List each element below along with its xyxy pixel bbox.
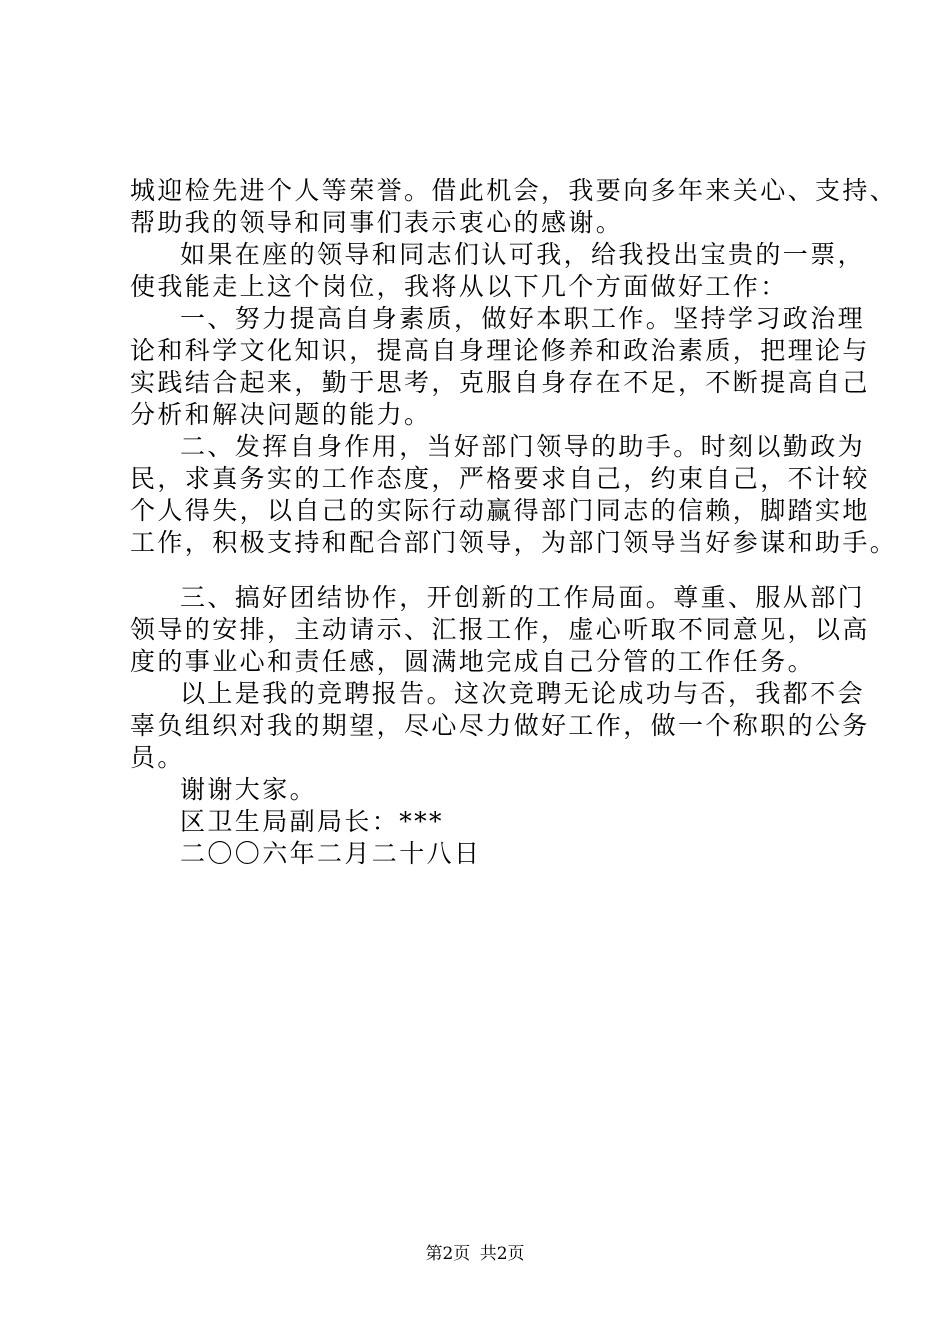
body-text-line: 员。	[130, 743, 185, 772]
body-text-line: 论和科学文化知识，提高自身理论修养和政治素质，把理论与	[130, 336, 870, 365]
body-text-line: 帮助我的领导和同事们表示衷心的感谢。	[130, 208, 624, 237]
body-text-line: 实践结合起来，勤于思考，克服自身存在不足，不断提高自己	[130, 368, 870, 397]
page-number-current: 第2页	[425, 1244, 471, 1264]
body-text-line: 如果在座的领导和同志们认可我，给我投出宝贵的一票，	[180, 240, 866, 269]
signature-date: 二〇〇六年二月二十八日	[180, 839, 482, 868]
body-text-line: 一、努力提高自身素质，做好本职工作。坚持学习政治理	[180, 304, 866, 333]
body-text-line: 城迎检先进个人等荣誉。借此机会，我要向多年来关心、支持、	[130, 176, 898, 205]
body-text-line: 民，求真务实的工作态度，严格要求自己，约束自己，不计较	[130, 464, 870, 493]
page-footer	[0, 1243, 950, 1265]
body-text-line: 工作，积极支持和配合部门领导，为部门领导当好参谋和助手。	[130, 528, 898, 557]
closing-thanks: 谢谢大家。	[180, 775, 318, 804]
body-text-line: 三、搞好团结协作，开创新的工作局面。尊重、服从部门	[180, 583, 866, 612]
body-text-line: 度的事业心和责任感，圆满地完成自己分管的工作任务。	[130, 647, 816, 676]
body-text-line: 以上是我的竞聘报告。这次竞聘无论成功与否，我都不会	[180, 679, 866, 708]
page-number-total: 共2页	[479, 1244, 525, 1264]
body-text-line: 领导的安排，主动请示、汇报工作，虚心听取不同意见，以高	[130, 615, 870, 644]
body-text-line: 辜负组织对我的期望，尽心尽力做好工作，做一个称职的公务	[130, 711, 870, 740]
body-text-line: 个人得失，以自己的实际行动赢得部门同志的信赖，脚踏实地	[130, 496, 870, 525]
signature-title: 区卫生局副局长：***	[180, 807, 444, 836]
body-text-line: 二、发挥自身作用，当好部门领导的助手。时刻以勤政为	[180, 432, 866, 461]
body-text-line: 分析和解决问题的能力。	[130, 400, 432, 429]
body-text-line: 使我能走上这个岗位，我将从以下几个方面做好工作：	[130, 272, 788, 301]
